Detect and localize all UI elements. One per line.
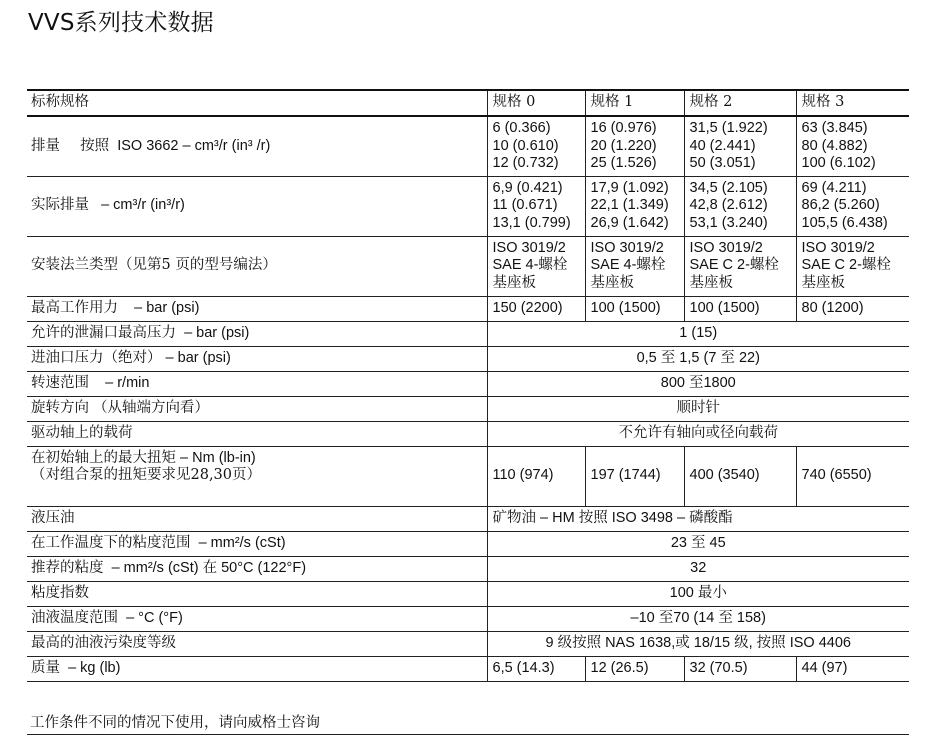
table-row-max-pressure: [27, 296, 909, 321]
row-label: 在工作温度下的粘度范围 – mm²/s (cSt): [27, 531, 487, 556]
cell-size-2: 31,5 (1.922) 40 (2.441) 50 (3.051): [684, 116, 796, 176]
table-row-actual-displacement: [27, 176, 909, 236]
page-title: VVS系列技术数据: [28, 10, 214, 36]
row-label: 允许的泄漏口最高压力 – bar (psi): [27, 321, 487, 346]
cell-all-sizes: 1 (15): [487, 321, 909, 346]
label-main: 实际排量: [31, 197, 89, 214]
label-main: 安装法兰类型: [31, 257, 118, 274]
cell-size-2: 32 (70.5): [684, 656, 796, 681]
cell-size-0: 6,9 (0.421) 11 (0.671) 13,1 (0.799): [487, 176, 585, 236]
footnote: 工作条件不同的情况下使用，请向威格士咨询: [30, 715, 320, 731]
cell-size-3: 80 (1200): [796, 296, 909, 321]
cell-all-sizes: 100 最小: [487, 581, 909, 606]
cell-size-2: 34,5 (2.105) 42,8 (2.612) 53,1 (3.240): [684, 176, 796, 236]
row-label: 油液温度范围 – °C (°F): [27, 606, 487, 631]
header-label: 标称规格: [27, 90, 487, 116]
table-row-fluid: [27, 506, 909, 531]
table-row-flange: [27, 236, 909, 296]
cell-all-sizes: 9 级按照 NAS 1638,或 18/15 级, 按照 ISO 4406: [487, 631, 909, 656]
cell-size-2: 400 (3540): [684, 446, 796, 506]
table-row-viscosity-range: [27, 531, 909, 556]
table-row-speed: [27, 371, 909, 396]
cell-size-1: ISO 3019/2 SAE 4-螺栓 基座板: [585, 236, 684, 296]
cell-size-3: 63 (3.845) 80 (4.882) 100 (6.102): [796, 116, 909, 176]
cell-size-1: 17,9 (1.092) 22,1 (1.349) 26,9 (1.642): [585, 176, 684, 236]
cell-size-2: 100 (1500): [684, 296, 796, 321]
row-label: 在初始轴上的最大扭矩 – Nm (lb-in) （对组合泵的扭矩要求见28,30页）: [27, 446, 487, 506]
table-row-temperature: [27, 606, 909, 631]
cell-all-sizes: 0,5 至 1,5 (7 至 22): [487, 346, 909, 371]
cell-size-2: ISO 3019/2 SAE C 2-螺栓 基座板: [684, 236, 796, 296]
label-tail: ISO 3662 – cm³/r (in³ /r): [117, 137, 271, 154]
header-size-1: 规格 1: [585, 90, 684, 116]
row-label: 驱动轴上的载荷: [27, 421, 487, 446]
table-row-shaft-load: [27, 421, 909, 446]
row-label: 推荐的粘度 – mm²/s (cSt) 在 50°C (122°F): [27, 556, 487, 581]
table-row-rotation: [27, 396, 909, 421]
label-note: （见第5 页的型号编法）: [118, 257, 277, 274]
label-note: 按照: [80, 137, 110, 154]
cell-all-sizes: –10 至70 (14 至 158): [487, 606, 909, 631]
cell-size-3: 69 (4.211) 86,2 (5.260) 105,5 (6.438): [796, 176, 909, 236]
cell-all-sizes: 32: [487, 556, 909, 581]
table-row-viscosity-index: [27, 581, 909, 606]
cell-size-3: 44 (97): [796, 656, 909, 681]
row-label: [27, 236, 487, 296]
row-label: [27, 116, 487, 176]
cell-size-0: 6 (0.366) 10 (0.610) 12 (0.732): [487, 116, 585, 176]
cell-size-3: 740 (6550): [796, 446, 909, 506]
cell-size-3: ISO 3019/2 SAE C 2-螺栓 基座板: [796, 236, 909, 296]
header-size-2: 规格 2: [684, 90, 796, 116]
table-row-drain-pressure: [27, 321, 909, 346]
cell-size-1: 12 (26.5): [585, 656, 684, 681]
cell-size-0: 6,5 (14.3): [487, 656, 585, 681]
cell-size-0: ISO 3019/2 SAE 4-螺栓 基座板: [487, 236, 585, 296]
cell-size-0: 150 (2200): [487, 296, 585, 321]
table-row-recommended-viscosity: [27, 556, 909, 581]
label-main: 排量: [31, 137, 60, 154]
cell-all-sizes: 23 至 45: [487, 531, 909, 556]
cell-all-sizes: 800 至1800: [487, 371, 909, 396]
cell-all-sizes: 顺时针: [487, 396, 909, 421]
cell-size-1: 100 (1500): [585, 296, 684, 321]
cell-all-sizes: 矿物油 – HM 按照 ISO 3498 – 磷酸酯: [487, 506, 909, 531]
table-row-displacement: [27, 116, 909, 176]
row-label: 液压油: [27, 506, 487, 531]
bottom-rule: [27, 734, 909, 735]
label-tail: – cm³/r (in³/r): [101, 197, 185, 214]
table-header-row: [27, 90, 909, 116]
spec-table: [27, 89, 909, 682]
header-size-0: 规格 0: [487, 90, 585, 116]
row-label: 最高工作用力 – bar (psi): [27, 296, 487, 321]
cell-size-1: 197 (1744): [585, 446, 684, 506]
table-row-torque: [27, 446, 909, 506]
cell-size-0: 110 (974): [487, 446, 585, 506]
row-label: 旋转方向 （从轴端方向看）: [27, 396, 487, 421]
row-label: 最高的油液污染度等级: [27, 631, 487, 656]
row-label: 质量 – kg (lb): [27, 656, 487, 681]
cell-size-1: 16 (0.976) 20 (1.220) 25 (1.526): [585, 116, 684, 176]
table-row-inlet-pressure: [27, 346, 909, 371]
row-label: 粘度指数: [27, 581, 487, 606]
header-size-3: 规格 3: [796, 90, 909, 116]
table-row-contamination: [27, 631, 909, 656]
row-label: 进油口压力（绝对） – bar (psi): [27, 346, 487, 371]
row-label: 转速范围 – r/min: [27, 371, 487, 396]
cell-all-sizes: 不允许有轴向或径向载荷: [487, 421, 909, 446]
table-row-mass: [27, 656, 909, 681]
row-label: [27, 176, 487, 236]
